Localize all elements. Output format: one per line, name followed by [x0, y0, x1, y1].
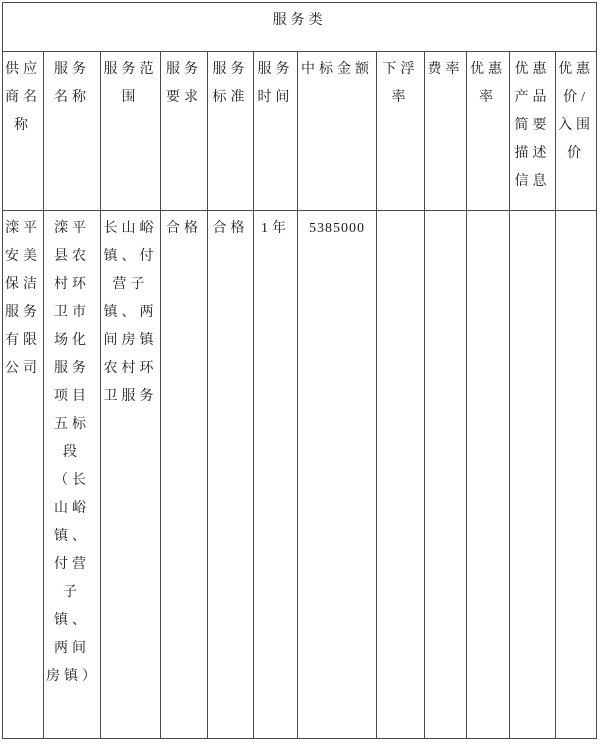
- cell-winning-bid-amount: 5385000: [298, 211, 377, 739]
- col-header-service-name: 服务名称: [44, 52, 101, 211]
- col-header-supplier-name: 供应商名称: [3, 52, 44, 211]
- cell-service-requirement: 合格: [161, 211, 208, 739]
- category-title-row: [3, 3, 597, 52]
- table-row: [3, 211, 597, 739]
- cell-supplier-name: 滦平安美保洁服务有限公司: [3, 211, 44, 739]
- cell-fee-rate: [425, 211, 467, 739]
- col-header-service-standard: 服务标准: [208, 52, 254, 211]
- col-header-winning-bid-amount: 中标金额: [298, 52, 377, 211]
- col-header-fee-rate: 费率: [425, 52, 467, 211]
- bid-results-table: [2, 2, 597, 739]
- cell-service-standard: 合格: [208, 211, 254, 739]
- column-header-row: [3, 52, 597, 211]
- cell-service-time: 1年: [254, 211, 298, 739]
- col-header-preferential-product-desc: 优惠产品简要描述信息: [510, 52, 556, 211]
- col-header-preferential-price: 优惠价/入围价: [556, 52, 597, 211]
- cell-preferential-rate: [467, 211, 510, 739]
- cell-service-name: 滦平县农村环卫市场化服务项目五标段（长山峪镇、付营子镇、两间房镇）: [44, 211, 101, 739]
- col-header-preferential-rate: 优惠率: [467, 52, 510, 211]
- col-header-service-scope: 服务范围: [101, 52, 161, 211]
- cell-preferential-price: [556, 211, 597, 739]
- cell-preferential-product-desc: [510, 211, 556, 739]
- category-title: 服务类: [3, 3, 597, 52]
- cell-service-scope: 长山峪镇、付营子镇、两间房镇农村环卫服务: [101, 211, 161, 739]
- cell-downward-float-rate: [377, 211, 425, 739]
- col-header-service-time: 服务时间: [254, 52, 298, 211]
- col-header-downward-float-rate: 下浮率: [377, 52, 425, 211]
- col-header-service-requirement: 服务要求: [161, 52, 208, 211]
